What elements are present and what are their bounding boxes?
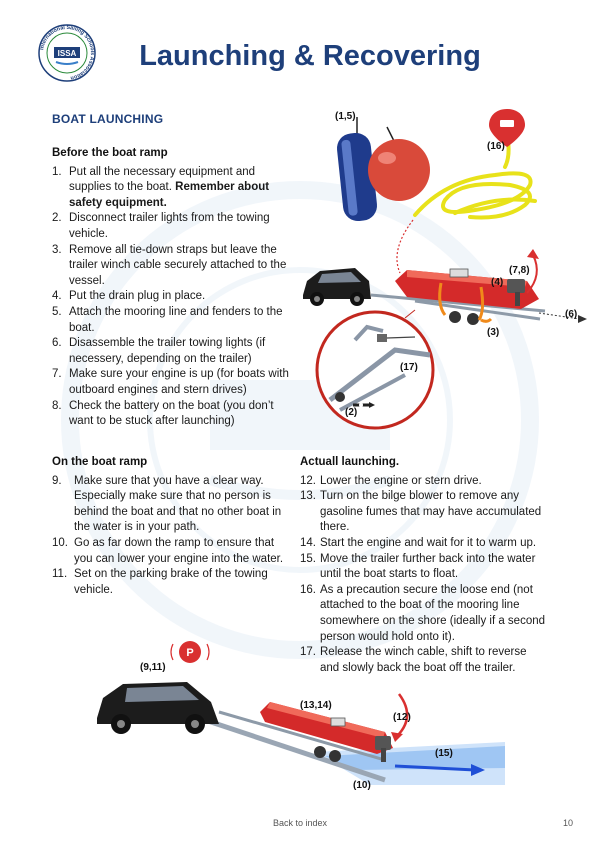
list-item: 11. Set on the parking brake of the towing vehicle. — [52, 568, 268, 596]
list-item: 4. Put the drain plug in place. — [52, 290, 206, 303]
dotted-arrow-icon — [397, 220, 413, 273]
label-engine: (7,8) — [509, 265, 530, 276]
launch-ramp-illustration — [95, 640, 505, 800]
on-ramp-section — [52, 455, 288, 598]
page-title: Launching & Recovering — [139, 40, 481, 72]
list-item: 5. Attach the mooring line and fenders to the boat. — [52, 305, 283, 334]
label-winch-cable: (17) — [400, 362, 418, 373]
label-straps: (3) — [487, 327, 500, 338]
trailer-wheel-icon — [329, 750, 341, 762]
label-parking-brake: (9,11) — [140, 662, 166, 673]
list-item: 16. As a precaution secure the loose end (not attached to the boat of the mooring line somewhere on the shore (ideally if a second person would hold onto it). — [300, 583, 546, 643]
list-item: 9. Make sure that you have a clear way. Especially make sure that no person is behind the boat and that no other boat in the water is in your path. — [52, 474, 282, 534]
on-ramp-heading: On the boat ramp — [52, 456, 148, 468]
buoy-icon — [368, 127, 430, 201]
arrow-head-icon — [527, 249, 539, 259]
label-down-ramp: (10) — [353, 780, 371, 791]
car-icon — [303, 268, 371, 306]
parking-sign-icon — [171, 641, 209, 663]
list-item: 3. Remove all tie-down straps but leave the trailer winch cable securely attached to the vessel. — [52, 243, 287, 287]
before-ramp-list — [52, 165, 292, 430]
list-item: 10. Go as far down the ramp to ensure that you can lower your engine into the water. — [52, 536, 284, 565]
on-ramp-list — [52, 474, 288, 599]
label-lower-engine: (12) — [393, 712, 411, 723]
label-engine-up: (4) — [491, 277, 504, 288]
label-fenders: (1,5) — [335, 111, 356, 122]
section-heading: BOAT LAUNCHING — [52, 112, 164, 126]
list-item: 7. Make sure your engine is up (for boats with outboard engines and stern drives) — [52, 368, 289, 396]
mooring-rope-icon — [415, 135, 535, 218]
svg-text:P: P — [186, 647, 194, 659]
back-to-index-link[interactable]: Back to index — [272, 818, 328, 828]
label-start-engine: (13,14) — [300, 700, 332, 711]
label-into-water: (15) — [435, 748, 453, 759]
list-item: 17. Release the winch cable, shift to reverse and slowly back the boat off the trailer. — [300, 646, 527, 674]
logo-initials: ISSA — [57, 49, 77, 58]
label-mooring-line: (16) — [487, 141, 505, 152]
page-number: 10 — [562, 818, 573, 828]
list-item: 6. Disassemble the trailer towing lights (if necessery, depending on the trailer) — [52, 337, 266, 365]
list-item: 13. Turn on the bilge blower to remove any gasoline fumes that may have accumulated there. — [300, 490, 542, 534]
list-item: 8. Check the battery on the boat (you don’t want to be stuck after launching) — [52, 399, 274, 428]
before-ramp-section — [52, 146, 292, 430]
list-item: 15. Move the trailer further back into the water until the boat starts to float. — [300, 552, 536, 581]
trailer-wheel-icon — [449, 311, 461, 323]
list-item: 1. Put all the necessary equipment and supplies to the boat. Remember about safety equipment. — [52, 165, 270, 209]
actual-launching-heading: Actuall launching. — [300, 456, 400, 468]
trailer-wheel-icon — [314, 746, 326, 758]
launch-prep-illustration — [295, 105, 595, 435]
car-icon — [97, 682, 219, 734]
list-item: 2. Disconnect trailer lights from the towing vehicle. — [52, 212, 270, 240]
label-lights: (6) — [565, 309, 578, 320]
before-ramp-heading: Before the boat ramp — [52, 147, 168, 159]
svg-text:International Sailing Schools: International Sailing Schools Association — [39, 24, 96, 81]
list-item: 12. Lower the engine or stern drive. — [300, 474, 482, 487]
label-drain-plug: (2) — [345, 407, 358, 418]
list-item: 14. Start the engine and wait for it to warm up. — [300, 536, 537, 549]
trailer-wheel-icon — [467, 313, 479, 325]
